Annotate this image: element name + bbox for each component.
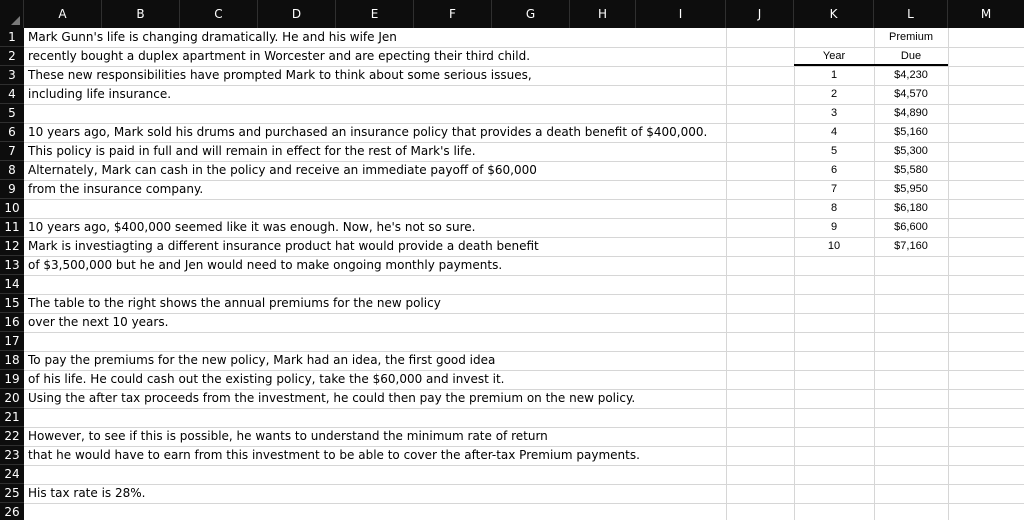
gridline (24, 313, 1024, 314)
row-header-25[interactable]: 25 (0, 484, 24, 503)
cell-a23[interactable]: that he would have to earn from this investment to be able to cover the after-tax Premium payments. (28, 448, 640, 462)
cell-a20[interactable]: Using the after tax proceeds from the investment, he could then pay the premium on the new policy. (28, 391, 636, 405)
select-all-icon (11, 16, 20, 25)
column-header-b[interactable]: B (102, 0, 180, 28)
gridline (24, 332, 1024, 333)
cell-k2[interactable]: Year (822, 50, 846, 62)
gridline (24, 465, 1024, 466)
cell-k4[interactable]: 2 (830, 88, 838, 100)
gridline (24, 484, 1024, 485)
row-header-14[interactable]: 14 (0, 275, 24, 294)
row-header-26[interactable]: 26 (0, 503, 24, 520)
row-header-23[interactable]: 23 (0, 446, 24, 465)
row-header-9[interactable]: 9 (0, 180, 24, 199)
cell-l10[interactable]: $6,180 (894, 202, 928, 214)
cell-l12[interactable]: $7,160 (894, 240, 928, 252)
column-header-e[interactable]: E (336, 0, 414, 28)
cell-l3[interactable]: $4,230 (894, 69, 928, 81)
row-header-11[interactable]: 11 (0, 218, 24, 237)
row-header-2[interactable]: 2 (0, 47, 24, 66)
gridline (24, 503, 1024, 504)
row-header-24[interactable]: 24 (0, 465, 24, 484)
column-header-f[interactable]: F (414, 0, 492, 28)
row-header-1[interactable]: 1 (0, 28, 24, 47)
column-header-h[interactable]: H (570, 0, 636, 28)
column-header-k[interactable]: K (794, 0, 874, 28)
cell-a18[interactable]: To pay the premiums for the new policy, Mark had an idea, the first good idea (28, 353, 496, 367)
cell-l8[interactable]: $5,580 (894, 164, 928, 176)
cell-k10[interactable]: 8 (830, 202, 838, 214)
column-header-a[interactable]: A (24, 0, 102, 28)
cell-a25[interactable]: His tax rate is 28%. (28, 486, 146, 500)
cell-k7[interactable]: 5 (830, 145, 838, 157)
row-header-13[interactable]: 13 (0, 256, 24, 275)
cell-l7[interactable]: $5,300 (894, 145, 928, 157)
cell-k9[interactable]: 7 (830, 183, 838, 195)
row-header-4[interactable]: 4 (0, 85, 24, 104)
cell-a1[interactable]: Mark Gunn's life is changing dramatically. He and his wife Jen (28, 30, 397, 44)
row-header-6[interactable]: 6 (0, 123, 24, 142)
row-header-8[interactable]: 8 (0, 161, 24, 180)
row-header-19[interactable]: 19 (0, 370, 24, 389)
cell-a19[interactable]: of his life. He could cash out the existing policy, take the $60,000 and invest it. (28, 372, 505, 386)
column-header-d[interactable]: D (258, 0, 336, 28)
row-header-3[interactable]: 3 (0, 66, 24, 85)
row-header-16[interactable]: 16 (0, 313, 24, 332)
row-header-7[interactable]: 7 (0, 142, 24, 161)
row-header-21[interactable]: 21 (0, 408, 24, 427)
row-header-17[interactable]: 17 (0, 332, 24, 351)
cell-a8[interactable]: Alternately, Mark can cash in the policy and receive an immediate payoff of $60,000 (28, 163, 537, 177)
cell-k11[interactable]: 9 (830, 221, 838, 233)
cell-k3[interactable]: 1 (830, 69, 838, 81)
cell-l11[interactable]: $6,600 (894, 221, 928, 233)
cell-l2[interactable]: Due (900, 50, 922, 62)
cell-a4[interactable]: including life insurance. (28, 87, 172, 101)
cell-l6[interactable]: $5,160 (894, 126, 928, 138)
gridline (24, 275, 1024, 276)
cell-l1[interactable]: Premium (888, 31, 933, 43)
cell-k5[interactable]: 3 (830, 107, 838, 119)
cell-a15[interactable]: The table to the right shows the annual premiums for the new policy (28, 296, 441, 310)
cell-l4[interactable]: $4,570 (894, 88, 928, 100)
column-header-i[interactable]: I (636, 0, 726, 28)
select-all-corner[interactable] (0, 0, 24, 28)
cell-k6[interactable]: 4 (830, 126, 838, 138)
cell-k8[interactable]: 6 (830, 164, 838, 176)
cell-k12[interactable]: 10 (827, 240, 841, 252)
row-header-20[interactable]: 20 (0, 389, 24, 408)
column-header-l[interactable]: L (874, 0, 948, 28)
row-header-10[interactable]: 10 (0, 199, 24, 218)
cell-a6[interactable]: 10 years ago, Mark sold his drums and purchased an insurance policy that provides a death benefit of $400,000. (28, 125, 708, 139)
column-header-c[interactable]: C (180, 0, 258, 28)
cell-a9[interactable]: from the insurance company. (28, 182, 204, 196)
row-header-15[interactable]: 15 (0, 294, 24, 313)
column-header-j[interactable]: J (726, 0, 794, 28)
cell-a12[interactable]: Mark is investiagting a different insurance product hat would provide a death benefit (28, 239, 539, 253)
cell-a7[interactable]: This policy is paid in full and will remain in effect for the rest of Mark's life. (28, 144, 476, 158)
cell-l9[interactable]: $5,950 (894, 183, 928, 195)
cell-a16[interactable]: over the next 10 years. (28, 315, 169, 329)
row-header-22[interactable]: 22 (0, 427, 24, 446)
row-header-12[interactable]: 12 (0, 237, 24, 256)
cell-a22[interactable]: However, to see if this is possible, he wants to understand the minimum rate of return (28, 429, 548, 443)
cell-l5[interactable]: $4,890 (894, 107, 928, 119)
gridline (24, 408, 1024, 409)
cell-a3[interactable]: These new responsibilities have prompted Mark to think about some serious issues, (28, 68, 532, 82)
row-header-5[interactable]: 5 (0, 104, 24, 123)
cell-a13[interactable]: of $3,500,000 but he and Jen would need to make ongoing monthly payments. (28, 258, 503, 272)
row-header-18[interactable]: 18 (0, 351, 24, 370)
column-header-g[interactable]: G (492, 0, 570, 28)
column-header-m[interactable]: M (948, 0, 1024, 28)
cell-a2[interactable]: recently bought a duplex apartment in Worcester and are epecting their third child. (28, 49, 531, 63)
cell-a11[interactable]: 10 years ago, $400,000 seemed like it was enough. Now, he's not so sure. (28, 220, 476, 234)
